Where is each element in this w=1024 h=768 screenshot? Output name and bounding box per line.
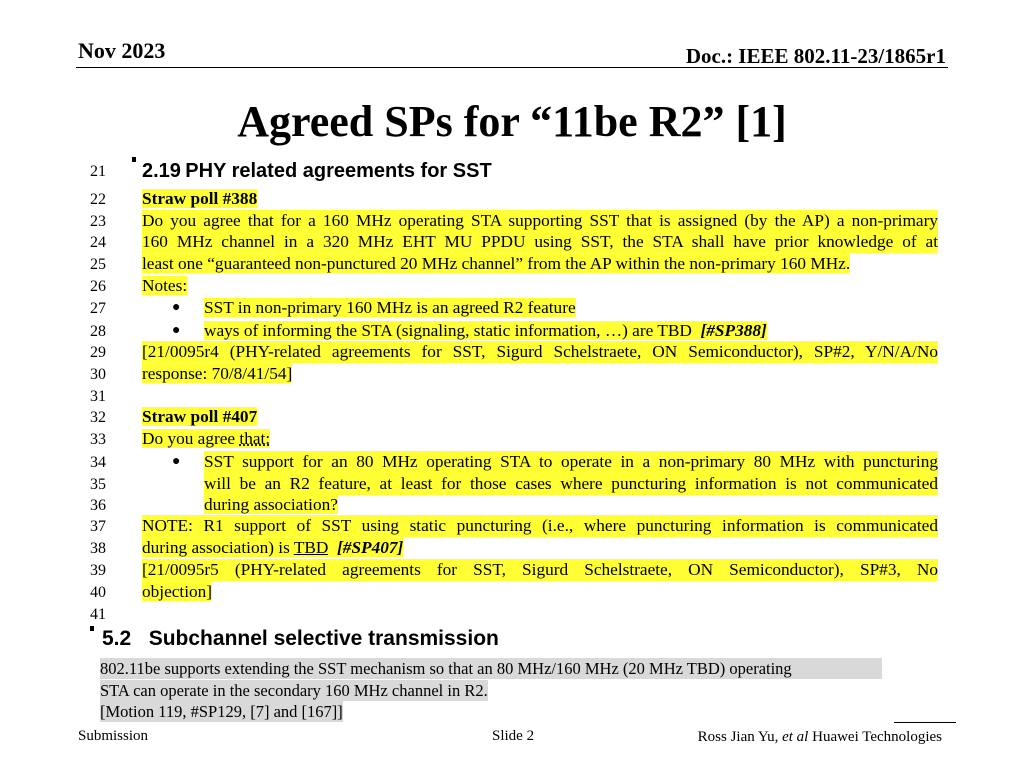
sp388-title: Straw poll #388: [142, 189, 258, 208]
bullet-icon: ●: [172, 300, 181, 315]
footer-author: [698, 729, 942, 746]
footer-slide-number: Slide 2: [492, 728, 535, 744]
line-number: 41: [90, 606, 106, 623]
section-number: 2.19: [142, 160, 181, 182]
line-number: 27: [90, 300, 106, 317]
sp407-title: Straw poll #407: [142, 407, 258, 426]
line-number: 29: [90, 344, 106, 361]
section2-text-line: STA can operate in the secondary 160 MHz channel in R2.: [100, 681, 488, 700]
sp388-text-line: Do you agree that for a 160 MHz operating STA supporting SST that is assigned (by the AP) a non-primary: [142, 211, 938, 230]
sp407-bullet-line: will be an R2 feature, at least for those cases where puncturing information is not communicated: [204, 474, 938, 493]
line-number: 37: [90, 518, 106, 535]
line-number: 31: [90, 388, 106, 405]
sp407-reference-line: [21/0095r5 (PHY-related agreements for SST, Sigurd Schelstraete, ON Semiconductor), SP#3, No: [142, 560, 938, 579]
section2-text-line: [Motion 119, #SP129, [7] and [167]]: [100, 702, 343, 721]
section-title: PHY related agreements for SST: [185, 160, 492, 182]
sp407-tag: [#SP407]: [337, 538, 404, 557]
line-number: 40: [90, 584, 106, 601]
line-number: 21: [90, 163, 106, 180]
sp407-title-line: [142, 406, 938, 428]
paragraph-mark: [90, 626, 94, 631]
sp407-tbd: TBD: [293, 538, 329, 557]
sp407-question-word: that:: [239, 429, 271, 448]
sp407-note-line: NOTE: R1 support of SST using static puncturing (i.e., where puncturing information is communicated: [142, 516, 938, 535]
line-number: 38: [90, 540, 106, 557]
sp388-reference-line: response: 70/8/41/54]: [142, 364, 293, 383]
sp407-reference-line: objection]: [142, 582, 213, 601]
section2-text-line: 802.11be supports extending the SST mechanism so that an 80 MHz/160 MHz (20 MHz TBD) operating: [100, 658, 882, 679]
sp388-text-line-last: [142, 253, 938, 275]
line-number: 39: [90, 562, 106, 579]
line-number: 30: [90, 366, 106, 383]
line-number: 36: [90, 497, 106, 514]
section-heading-5-2: [102, 627, 499, 651]
sp407-question-prefix: Do you agree: [142, 429, 240, 448]
sp388-notes-label: Notes:: [142, 276, 188, 295]
sp407-bullet-line: SST support for an 80 MHz operating STA to operate in a non-primary 80 MHz with puncturing: [204, 452, 938, 471]
sp388-reference-line: [21/0095r4 (PHY-related agreements for SST, Sigurd Schelstraete, ON Semiconductor), SP#2, Y/N/A/No: [142, 342, 938, 361]
footer-author-name: Ross Jian Yu,: [697, 729, 783, 745]
footer-author-org: Huawei Technologies: [808, 729, 942, 745]
bullet-icon: ●: [172, 323, 181, 338]
sp388-notes-line: [142, 275, 938, 297]
section-title: Subchannel selective transmission: [148, 627, 499, 650]
header-date: Nov 2023: [78, 38, 166, 63]
sp388-tag: [#SP388]: [700, 321, 767, 340]
section-heading-2-19: [142, 159, 938, 183]
sp407-question: [142, 428, 938, 450]
line-number: 23: [90, 213, 106, 230]
sp388-title-line: [142, 188, 938, 210]
footer-author-etal: et al: [782, 729, 809, 745]
line-number: 28: [90, 323, 106, 340]
footer-submission: Submission: [78, 728, 149, 744]
slide-title: Agreed SPs for “11be R2” [1]: [237, 97, 787, 146]
sp407-note-prefix: during association) is: [142, 538, 294, 557]
line-number: 26: [90, 278, 106, 295]
sp388-bullet: [204, 297, 938, 319]
header-rule: [76, 67, 948, 68]
line-number: 32: [90, 409, 106, 426]
line-number: 25: [90, 256, 106, 273]
sp407-note-line-2: [142, 537, 938, 559]
footer-rule: [894, 722, 956, 723]
sp388-text-line: 160 MHz channel in a 320 MHz EHT MU PPDU using SST, the STA shall have prior knowledge of at: [142, 232, 938, 251]
sp407-reference-line-last: [142, 581, 938, 603]
sp388-reference-line-last: [142, 363, 938, 385]
header-doc-id: Doc.: IEEE 802.11-23/1865r1: [685, 44, 946, 68]
sp388-text-line: least one “guaranteed non-punctured 20 MHz channel” from the AP within the non-primary 160 MHz.: [142, 254, 851, 273]
line-number: 35: [90, 476, 106, 493]
line-number: 22: [90, 191, 106, 208]
section-number: 5.2: [102, 627, 132, 650]
sp388-bullet-text: ways of informing the STA (signaling, static information, …) are TBD: [204, 321, 692, 340]
line-number: 24: [90, 234, 106, 251]
sp388-bullet-text: SST in non-primary 160 MHz is an agreed R2 feature: [204, 298, 576, 317]
paragraph-mark: [132, 157, 136, 162]
line-number: 33: [90, 431, 106, 448]
bullet-icon: ●: [172, 454, 181, 469]
line-number: 34: [90, 454, 106, 471]
sp388-bullet: [204, 320, 938, 342]
sp407-bullet-line: during association?: [204, 495, 338, 514]
sp407-bullet-line-last: [204, 494, 938, 516]
